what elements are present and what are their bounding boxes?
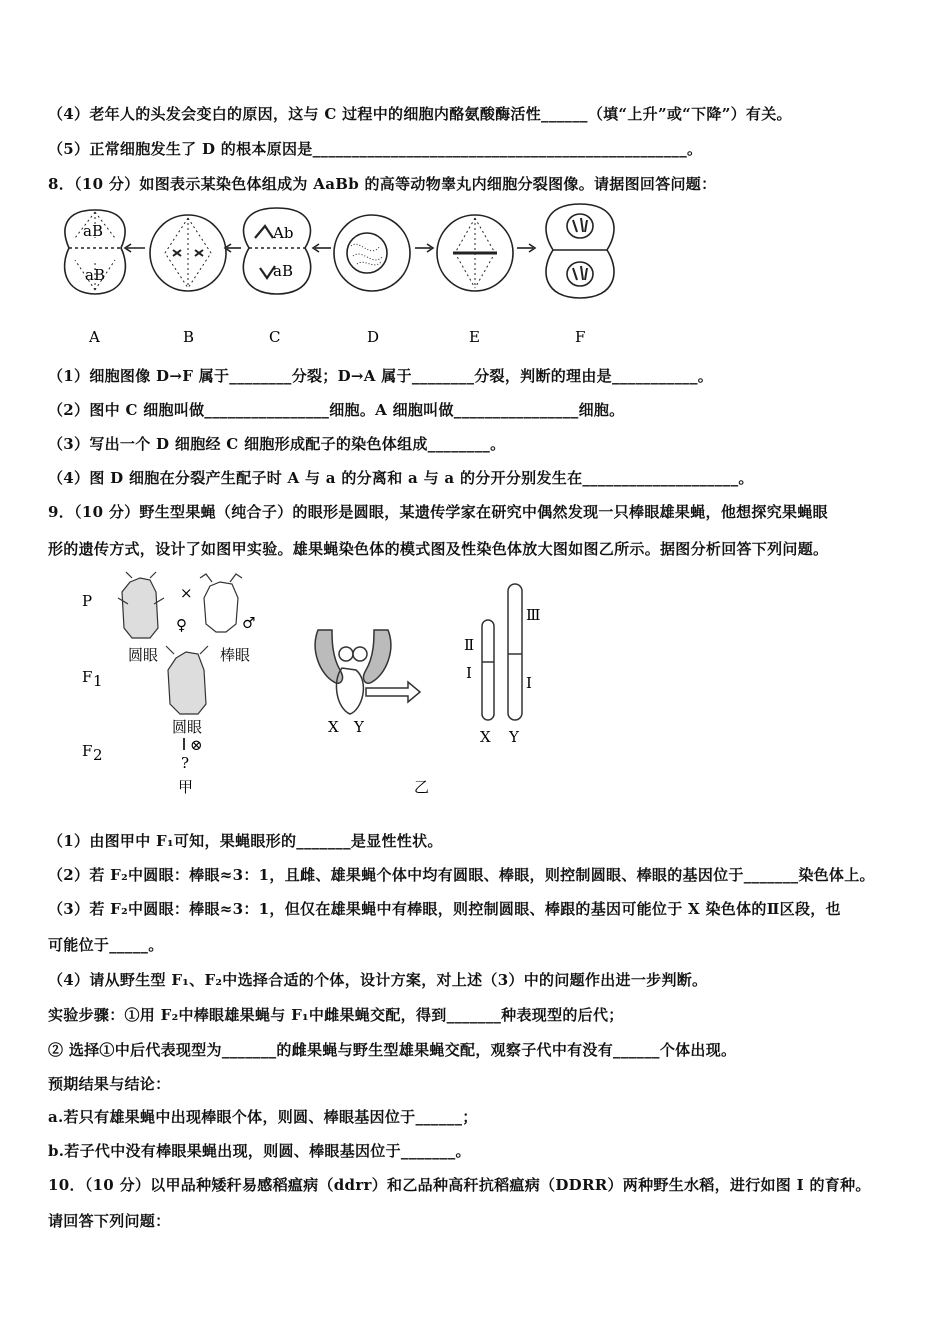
q9-heading: 9．（10 分）野生型果蝇（纯合子）的眼形是圆眼，某遗传学家在研究中偶然发现一只棒眼雄果蝇，他想探究果蝇眼 [48,503,828,521]
seg-ii-label: Ⅱ [464,636,475,654]
label-b: B [183,328,195,346]
label-f: F [575,328,586,346]
cell-a-bottom-label: aB [85,266,105,284]
cell-a-top-label: aB [83,222,103,240]
cell-c [243,208,310,294]
expected-results-heading: 预期结果与结论： [48,1075,171,1093]
q9-item3: （3）若 F₂中圆眼：棒眼≈3：1，但仅在雄果蝇中有棒眼，则控制圆眼、棒跟的基因可能位于 X 染色体的Ⅱ区段，也 [48,900,841,918]
female-fly-drawing [118,572,164,638]
seg-i2-label: Ⅰ [526,674,532,692]
cell-b [150,215,226,291]
q8-item3: （3）写出一个 D 细胞经 C 细胞形成配子的染色体组成________。 [48,435,506,453]
q9-heading-cont: 形的遗传方式，设计了如图甲实验。雄果蝇染色体的模式图及性染色体放大图如图乙所示。据图分析回答下列问题。 [48,540,829,558]
cell-c-top-label: Ab [273,224,294,242]
result-a: a.若只有雄果蝇中出现棒眼个体，则圆、棒眼基因位于______； [48,1108,478,1126]
y-label-enlarged: Y [509,728,519,746]
q7-item4: （4）老年人的头发会变白的原因，这与 C 过程中的细胞内酪氨酸酶活性______（填“上升”或“下降”）有关。 [48,105,792,123]
male-fly-drawing [200,574,242,632]
q10-heading-cont: 请回答下列问题： [48,1212,171,1230]
gen-p-label: P [82,592,93,610]
q8-item2: （2）图中 C 细胞叫做________________细胞。A 细胞叫做________________细胞。 [48,401,625,419]
gen-f1-label: F [82,668,93,686]
label-d: D [367,328,380,346]
experiment-step2: ② 选择①中后代表现型为_______的雌果蝇与野生型雄果蝇交配，观察子代中有没有______个体出现。 [48,1041,737,1059]
self-cross-symbol: ⊗ [190,736,203,754]
female-symbol: ♀ [176,616,187,634]
cross-symbol: × [180,584,193,602]
seg-i-label: Ⅰ [466,664,472,682]
q8-item4: （4）图 D 细胞在分裂产生配子时 A 与 a 的分离和 a 与 a 的分开分别发生在____________________。 [48,469,754,487]
gen-f2-sub: 2 [93,746,103,764]
y-label-model: Y [354,718,364,736]
round-eye-label: 圆眼 [128,646,159,664]
x-label-model: X [328,718,339,736]
cell-f [546,204,614,298]
label-a: A [89,328,100,346]
seg-iii-label: Ⅲ [526,606,541,624]
male-symbol: ♂ [242,614,256,632]
fruit-fly-figure [70,570,550,800]
question-mark: ? [181,754,190,772]
q8-item1: （1）细胞图像 D→F 属于________分裂；D→A 属于________分裂，判断的理由是___________。 [48,367,714,385]
label-c: C [269,328,281,346]
q7-item5: （5）正常细胞发生了 D 的根本原因是________________________________________________。 [48,140,703,158]
result-b: b.若子代中没有棒眼果蝇出现，则圆、棒眼基因位于_______。 [48,1142,471,1160]
label-jia: 甲 [178,778,194,796]
q9-item2: （2）若 F₂中圆眼：棒眼≈3：1，且雌、雄果蝇个体中均有圆眼、棒眼，则控制圆眼、棒眼的基因位于_______染色体上。 [48,866,875,884]
gen-f2-label: F [82,742,93,760]
chromosome-model [315,630,420,714]
x-label-enlarged: X [480,728,491,746]
gen-f1-sub: 1 [93,672,103,690]
label-yi: 乙 [414,778,430,796]
cell-c-bottom-label: aB [273,262,293,280]
f1-round-eye-label: 圆眼 [172,718,203,736]
experiment-step1: 实验步骤：①用 F₂中棒眼雄果蝇与 F₁中雌果蝇交配，得到_______种表现型的后代； [48,1006,624,1024]
cell-d [334,215,410,291]
q10-heading: 10．（10 分）以甲品种矮秆易感稻瘟病（ddrr）和乙品种高秆抗稻瘟病（DDRR）两种野生水稻，进行如图 I 的育种。 [48,1176,871,1194]
q9-item3-cont: 可能位于_____。 [48,936,164,954]
bar-eye-label: 棒眼 [220,646,251,664]
f1-fly-drawing [166,646,208,714]
q9-item1: （1）由图甲中 F₁可知，果蝇眼形的_______是显性性状。 [48,832,443,850]
q9-item4: （4）请从野生型 F₁、F₂中选择合适的个体，设计方案，对上述（3）中的问题作出进一步判断。 [48,971,708,989]
cell-e [437,215,513,291]
enlarged-sex-chromosomes [482,584,522,720]
label-e: E [469,328,480,346]
cell-division-figure [55,198,635,350]
q8-heading: 8．（10 分）如图表示某染色体组成为 AaBb 的高等动物睾丸内细胞分裂图像。请据图回答问题： [48,175,717,193]
